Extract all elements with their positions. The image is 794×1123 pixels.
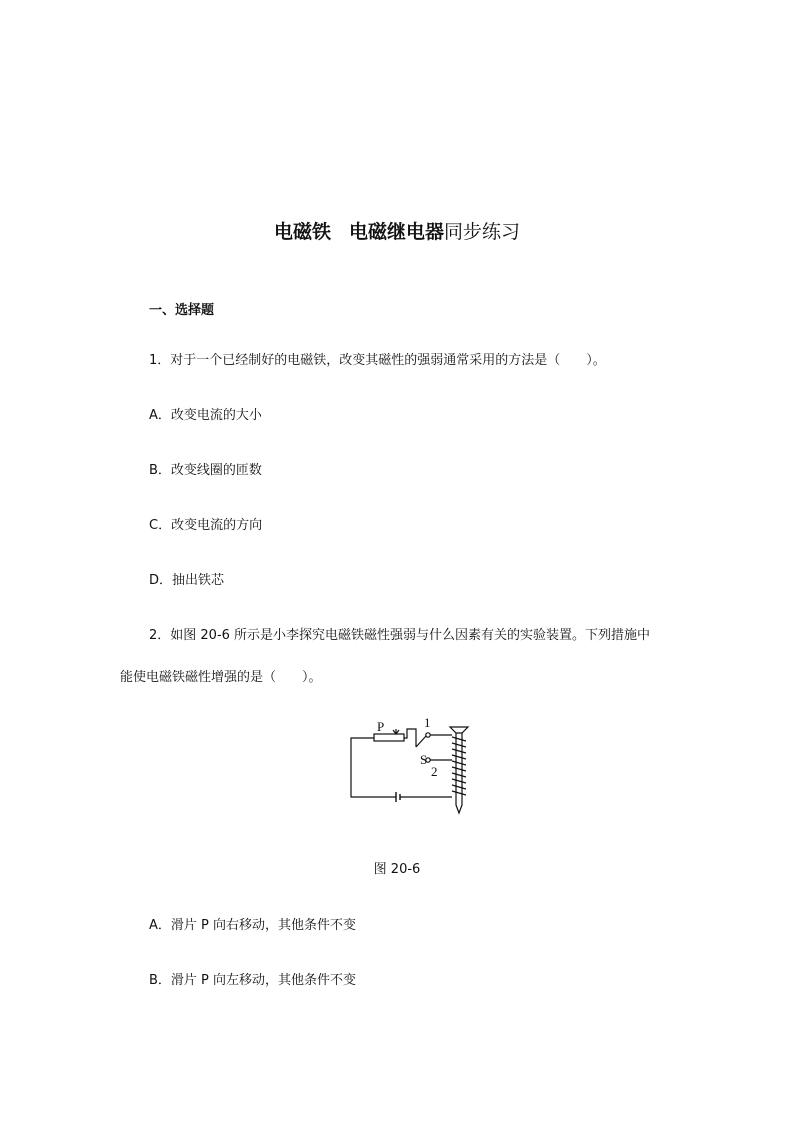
question-1-option-d: D．抽出铁芯 — [149, 573, 225, 588]
question-2-stem-line-1: 2．如图 20-6 所示是小李探究电磁铁磁性强弱与什么因素有关的实验装置。下列措施中 — [149, 628, 651, 643]
rheostat — [374, 734, 404, 741]
battery — [396, 792, 400, 802]
label-s: S — [420, 752, 428, 767]
title-part-3: 同步练习 — [444, 221, 521, 243]
question-2-option-a: A．滑片 P 向右移动，其他条件不变 — [149, 918, 356, 933]
label-1: 1 — [424, 717, 431, 730]
question-1-stem: 1．对于一个已经制好的电磁铁，改变其磁性的强弱通常采用的方法是（ ）。 — [149, 353, 606, 368]
section-heading: 一、选择题 — [149, 303, 215, 318]
figure-caption: 图 20-6 — [373, 862, 421, 877]
question-1-option-b: B．改变线圈的匝数 — [149, 463, 262, 478]
title-part-1: 电磁铁 — [273, 221, 331, 243]
label-p: P — [377, 719, 385, 734]
switch-lever — [416, 736, 426, 747]
switch-contact-1 — [426, 733, 430, 737]
question-1-option-a: A．改变电流的大小 — [149, 408, 262, 423]
title-part-2: 电磁继电器 — [348, 221, 444, 243]
circuit-diagram — [344, 717, 474, 817]
coil — [452, 737, 466, 795]
label-2: 2 — [431, 764, 438, 779]
slider-p — [393, 729, 399, 734]
question-2-stem-line-2: 能使电磁铁磁性增强的是（ ）。 — [120, 670, 322, 685]
wire-right — [404, 729, 416, 747]
core-head — [450, 727, 468, 733]
question-1-option-c: C．改变电流的方向 — [149, 518, 263, 533]
question-2-option-b: B．滑片 P 向左移动，其他条件不变 — [149, 973, 357, 988]
wire-left — [351, 738, 396, 797]
page-title — [0, 217, 794, 244]
